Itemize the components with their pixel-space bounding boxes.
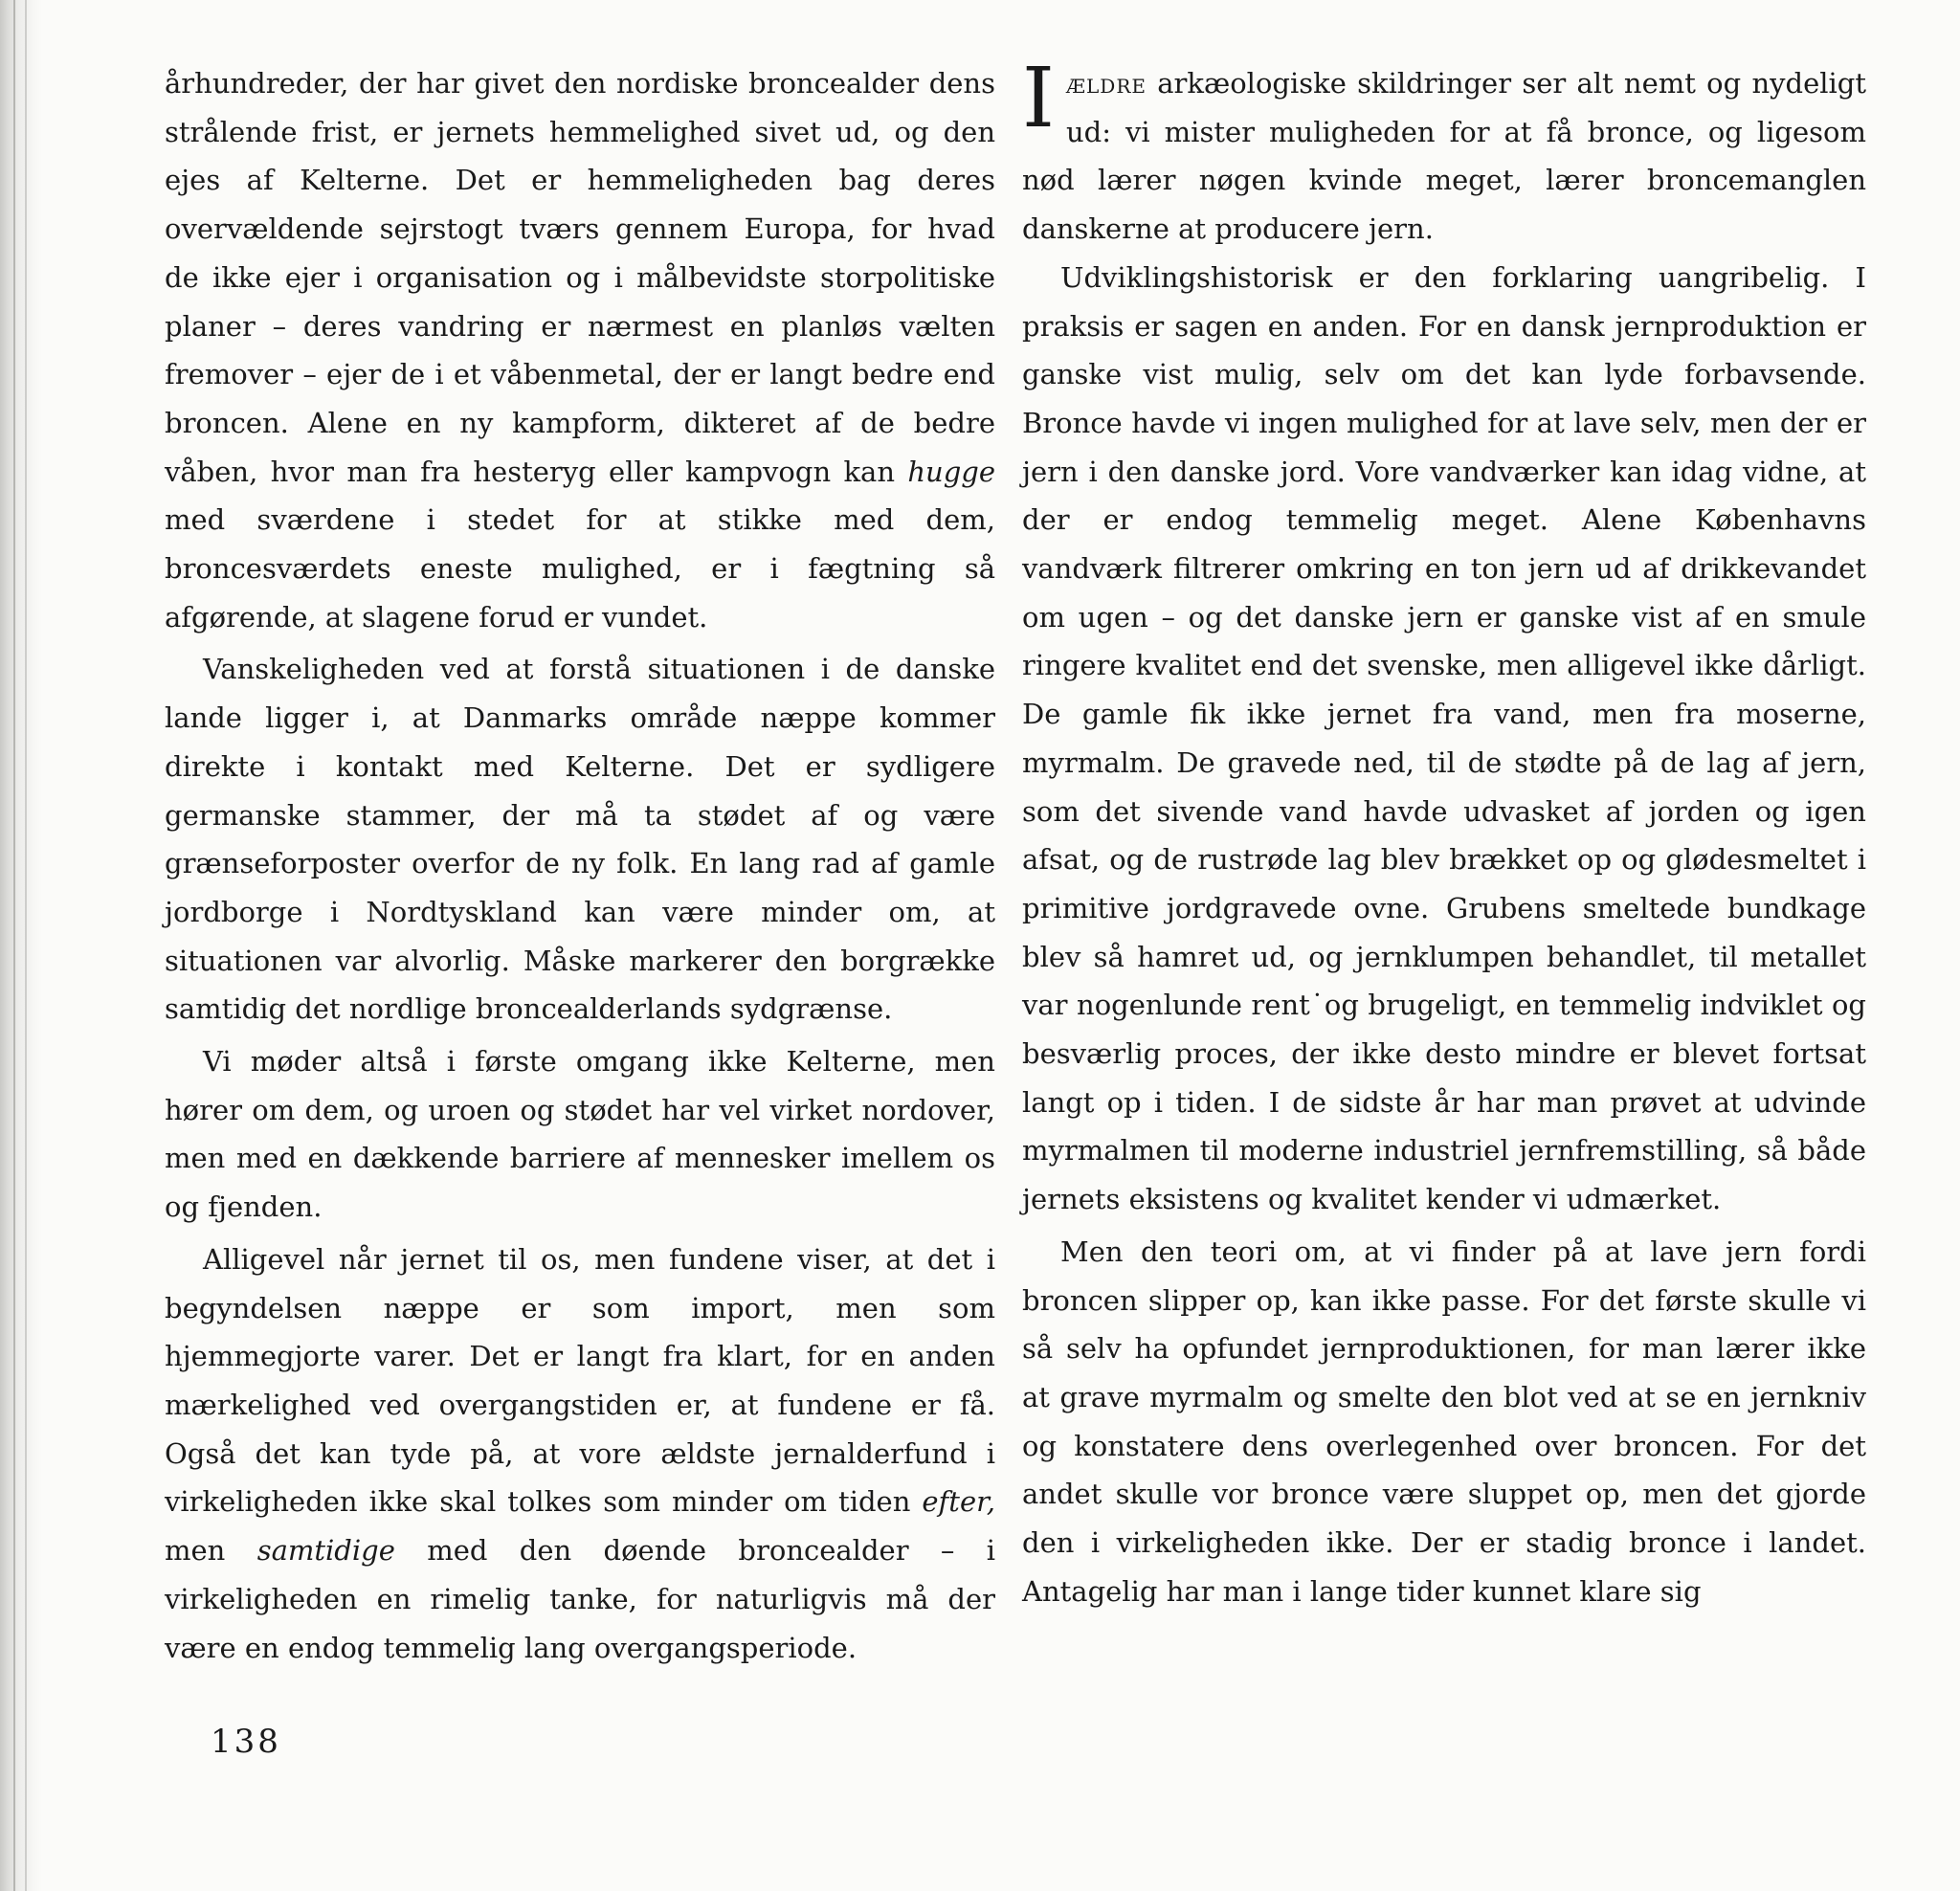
paragraph-text: arkæologiske skildringer ser alt nemt og nydeligt ud: vi mister muligheden for at få bronce, og ligesom nød lærer nøgen kvinde meget, lærer broncemanglen danskerne at producere jern. [1022, 67, 1866, 246]
paragraph: Vanskeligheden ved at forstå situationen i de danske lande ligger i, at Danmarks område næppe kommer direkte i kontakt med Kelterne. Det er sydligere germanske stammer, der må ta stødet af og være grænseforposter overfor de ny folk. En lang rad af gamle jordborge i Nordtyskland kan være minder om, at situationen var alvorlig. Måske markerer den borgrække samtidig det nordlige broncealderlands sydgrænse. [165, 653, 995, 1026]
paragraph-text: Alligevel når jernet til os, men fundene viser, at det i begyndelsen næppe er som import, men som hjemmegjorte varer. Det er langt fra klart, for en anden mærkelighed ved overgangstiden er, at fundene er få. Også det kan tyde på, at vore ældste jernalderfund i virkeligheden ikke skal tolkes som minder om tiden [165, 1242, 995, 1519]
right-column [1022, 51, 1866, 1616]
emphasis-text: samtidige [256, 1534, 395, 1568]
small-caps-text: ældre [1065, 67, 1147, 100]
book-binding-shadow [0, 0, 42, 1891]
paragraph-text: århundreder, der har givet den nordiske broncealder dens strålende frist, er jernets hemmelighed sivet ud, og den ejes af Kelterne. Det er hemmeligheden bag deres overvældende sejrstogt tværs gennem Europa, for hvad de ikke ejer i organisation og i målbevidste storpolitiske planer – deres vandring er nærmest en planløs vælten fremover – ejer de i et våbenmetal, der er langt bedre end broncen. Alene en ny kampform, dikteret af de bedre våben, hvor man fra hesteryg eller kampvogn kan [165, 67, 995, 488]
paragraph [165, 1235, 995, 1672]
paragraph-text: med sværdene i stedet for at stikke med dem, broncesværdets eneste mulighed, er i fægtning så afgørende, at slagene forud er vundet. [165, 503, 995, 634]
emphasis-text: efter, [922, 1485, 995, 1519]
binding-line [13, 0, 15, 1891]
paragraph: Udviklingshistorisk er den forklaring uangribelig. I praksis er sagen en anden. For en dansk jernproduktion er ganske vist mulig, selv om det kan lyde forbavsende. Bronce havde vi ingen mulighed for at lave selv, men der er jern i den danske jord. Vore vandværker kan idag vidne, at der er endog temmelig meget. Alene Københavns vandværk filtrerer omkring en ton jern ud af drikkevandet om ugen – og det danske jern er ganske vist af en smule ringere kvalitet end det svenske, men alligevel ikke dårligt. De gamle fik ikke jernet fra vand, men fra moserne, myrmalm. De gravede ned, til de stødte på de lag af jern, som det sivende vand havde udvasket af jorden og igen afsat, og de rustrøde lag blev brækket op og glødesmeltet i primitive jordgravede ovne. Grubens smeltede bundkage blev så hamret ud, og jernklumpen behandlet, til metallet var nogenlunde rent˙og brugeligt, en temmelig indviklet og besværlig proces, der ikke desto mindre er blevet fortsat langt op i tiden. I de sidste år har man prøvet at udvinde myrmalmen til moderne industriel jernfremstilling, så både jernets eksistens og kvalitet kender vi udmærket. [1022, 260, 1866, 1216]
paragraph: Vi møder altså i første omgang ikke Kelterne, men hører om dem, og uroen og stødet har vel virket nordover, men med en dækkende barriere af mennesker imellem os og fjenden. [165, 1045, 995, 1224]
drop-cap: I [1022, 51, 1055, 146]
page-number: 138 [211, 1723, 281, 1761]
paragraph-text: men [165, 1534, 226, 1568]
paragraph: Men den teori om, at vi finder på at lave jern fordi broncen slipper op, kan ikke passe. For det første skulle vi så selv ha opfundet jernproduktionen, for man lærer ikke at grave myrmalm og smelte den blot ved at se en jernkniv og konstatere dens overlegenhed over broncen. For det andet skulle vor bronce være sluppet op, men det gjorde den i virkeligheden ikke. Der er stadig bronce i landet. Antagelig har man i lange tider kunnet klare sig [1022, 1235, 1866, 1608]
binding-line [25, 0, 27, 1891]
paragraph [1022, 51, 1866, 254]
emphasis-text: hugge [907, 455, 995, 488]
paragraph [165, 59, 995, 641]
left-column [165, 59, 995, 1672]
paragraph-text: med den døende broncealder – i virkeligheden en rimelig tanke, for naturligvis må der være en endog temmelig lang overgangsperiode. [165, 1534, 995, 1664]
